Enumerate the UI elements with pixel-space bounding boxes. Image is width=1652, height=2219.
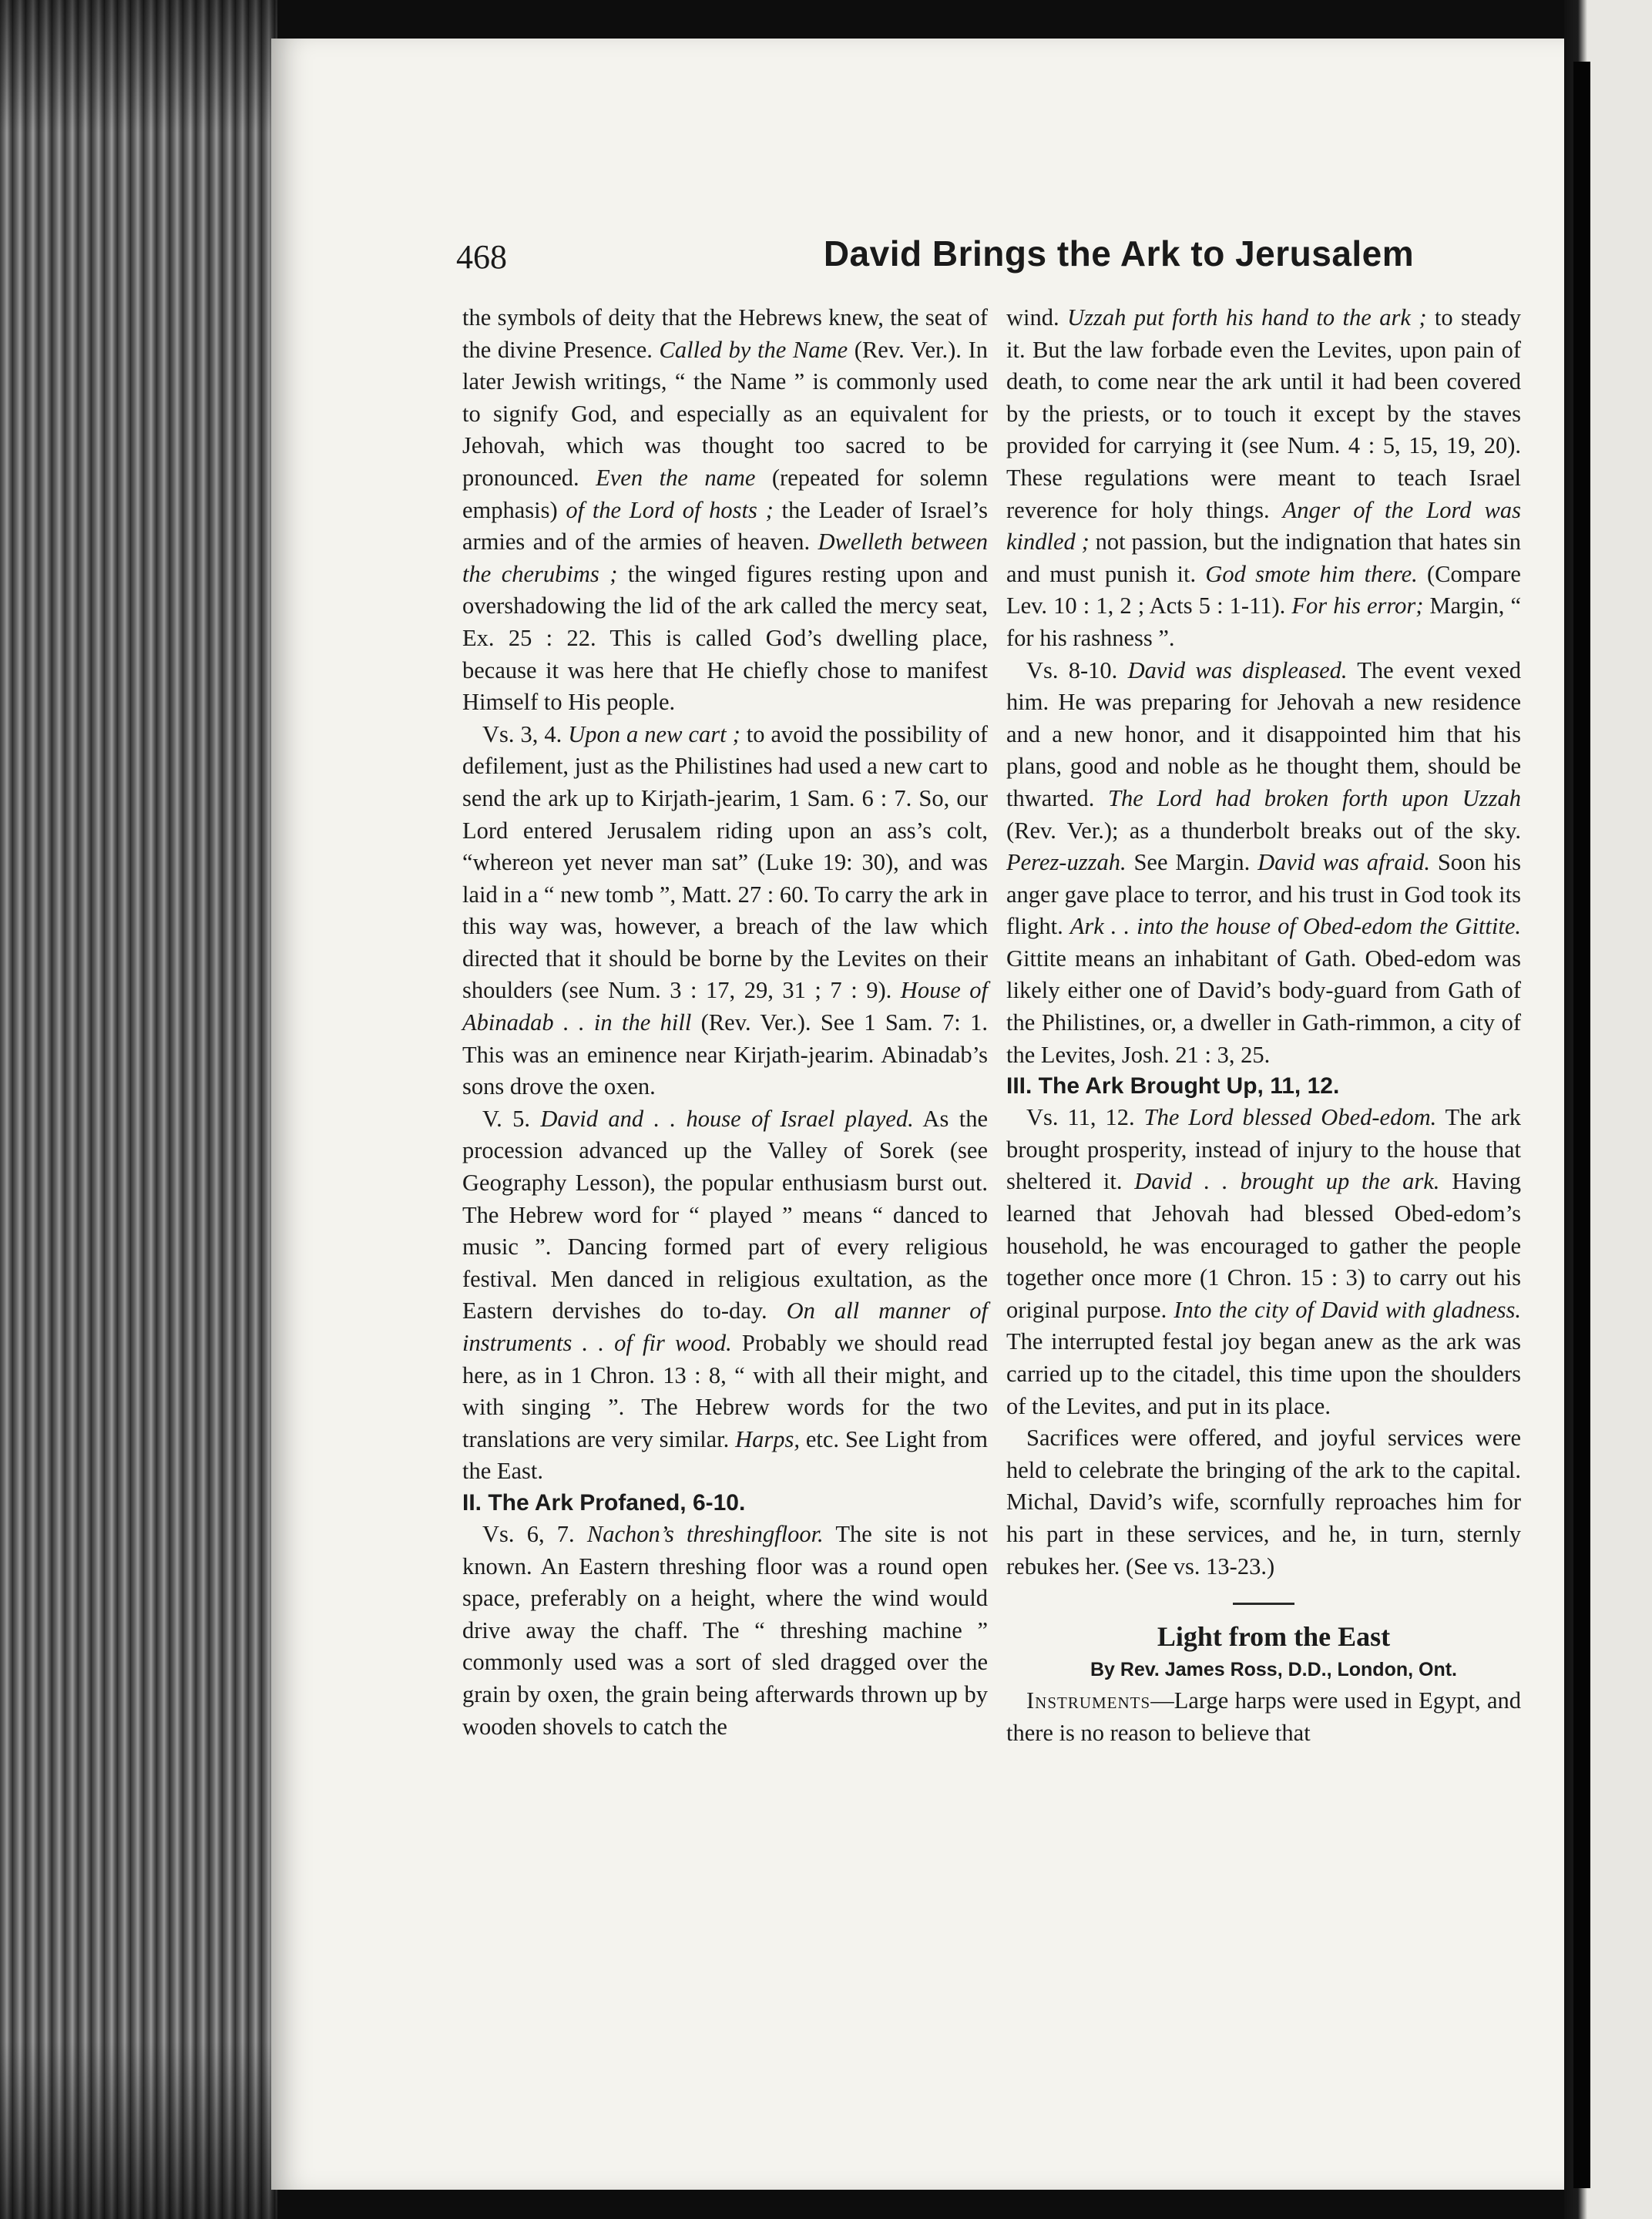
paragraph bbox=[462, 302, 988, 719]
text-run: the Leader of Israel’s armies and of the armies of heaven. bbox=[462, 496, 988, 556]
running-title: David Brings the Ark to Jerusalem bbox=[823, 233, 1415, 274]
italic-phrase: Ark . . into the house of Obed-edom the Gittite. bbox=[1069, 913, 1521, 940]
verse-ref: Vs. 3, 4. bbox=[482, 720, 569, 747]
italic-phrase: Nachon’s threshingfloor. bbox=[586, 1520, 824, 1547]
italic-phrase: David was afraid. bbox=[1257, 849, 1430, 876]
paragraph bbox=[1006, 1685, 1521, 1749]
section-heading: II. The Ark Profaned, 6-10. bbox=[462, 1489, 746, 1516]
italic-phrase: David was displeased. bbox=[1127, 656, 1348, 683]
paragraph bbox=[462, 719, 988, 1103]
section-heading: III. The Ark Brought Up, 11, 12. bbox=[1006, 1073, 1340, 1099]
text-run: (Rev. Ver.); as a thunderbolt breaks out of the sky. bbox=[1006, 817, 1521, 844]
italic-phrase: of the Lord of hosts ; bbox=[566, 496, 774, 523]
italic-phrase: Into the city of David with gladness. bbox=[1174, 1296, 1521, 1323]
text-run: wind. bbox=[1006, 304, 1068, 331]
text-run: As the procession advanced up the Valley of Sorek (see Geography Lesson), the popular enthusiasm burst out. The Hebrew word for “ played ” means “ danced to music ”. Dancing formed part of every religious festival. Men danced in religious exultation, as the Eastern dervishes do to-day. bbox=[462, 1105, 988, 1324]
text-run: —Large harps were used in Egypt, and there is no reason to believe that bbox=[1006, 1687, 1521, 1746]
italic-phrase: On all manner of instruments . . of fir wood. bbox=[462, 1297, 988, 1356]
verse-ref: Vs. 6, 7. bbox=[482, 1520, 587, 1547]
italic-phrase: Dwelleth between the cherubims ; bbox=[462, 529, 988, 587]
paragraph bbox=[462, 1103, 988, 1488]
italic-phrase: David and . . house of Israel played. bbox=[540, 1105, 914, 1132]
right-column bbox=[1006, 302, 1521, 1749]
italic-phrase: God smote him there. bbox=[1205, 560, 1418, 587]
text-run: Probably we should read here, as in 1 Chron. 13 : 8, “ with all their might, and with singing ”. The Hebrew words for the two translations are very similar. bbox=[462, 1330, 988, 1452]
italic-phrase: The Lord blessed Obed-edom. bbox=[1143, 1104, 1437, 1131]
section-divider bbox=[1233, 1603, 1294, 1605]
text-run: etc. See Light from the East. bbox=[462, 1425, 988, 1485]
left-column bbox=[462, 302, 988, 1743]
book-page-edges bbox=[0, 0, 277, 2219]
section-title: Light from the East bbox=[1157, 1621, 1391, 1653]
text-run: The event vexed him. He was preparing for Jehovah a new residence and a new honor, and it disappointed him that his plans, good and noble as he thought them, should be thwarted. bbox=[1006, 656, 1521, 811]
italic-phrase: Upon a new cart ; bbox=[568, 720, 740, 747]
verse-ref: Vs. 8-10. bbox=[1026, 656, 1128, 683]
italic-phrase: David . . brought up the ark. bbox=[1134, 1168, 1440, 1195]
text-run: the winged figures resting upon and overshadowing the lid of the ark called the mercy seat, Ex. 25 : 22. This is called God’s dwelling place, because it was here that He chiefly chose to manifest Himself to His people. bbox=[462, 560, 989, 716]
small-caps-lead: Instruments bbox=[1026, 1687, 1151, 1714]
text-run: (Compare Lev. 10 : 1, 2 ; Acts 5 : 1-11). bbox=[1006, 560, 1521, 619]
text-run: (Rev. Ver.). In later Jewish writings, “ the Name ” is commonly used to signify God, and especially as an equivalent for Jehovah, which was thought too sacred to be pronounced. bbox=[462, 336, 988, 491]
italic-phrase: Even the name bbox=[596, 464, 756, 491]
paragraph: Sacrifices were offered, and joyful services were held to celebrate the bringing of the ark to the capital. Michal, David’s wife, scornfully reproaches him for his part in these services, and he, in turn, sternly rebukes her. (See vs. 13-23.) bbox=[1006, 1425, 1521, 1579]
paragraph bbox=[1006, 302, 1521, 655]
text-run: not passion, but the indignation that hates sin and must punish it. bbox=[1006, 529, 1521, 587]
verse-ref: V. 5. bbox=[482, 1105, 541, 1132]
text-run: to steady it. But the law forbade even the Levites, upon pain of death, to come near the ark until it had been covered by the priests, or to touch it except by the staves provided for carrying it (see Num. 4 : 5, 15, 19, 20). These regulations were meant to teach Israel reverence for holy things. bbox=[1006, 304, 1521, 523]
italic-phrase: Uzzah put forth his hand to the ark ; bbox=[1067, 304, 1427, 331]
text-run: to avoid the possibility of defilement, just as the Philistines had used a new cart to send the ark up to Kirjath-jearim, 1 Sam. 6 : 7. So, our Lord entered Jerusalem riding upon an ass’s colt, “whereon yet never man sat” (Luke 19: 30), and was laid in a “ new tomb ”, Matt. 27 : 60. To carry the ark in this way was, however, a breach of the law which directed that it should be borne by the Levites on their shoulders (see Num. 3 : 17, 29, 31 ; 7 : 9). bbox=[462, 720, 988, 1004]
text-run: Margin, “ for his rashness ”. bbox=[1006, 593, 1522, 651]
author-byline: By Rev. James Ross, D.D., London, Ont. bbox=[1090, 1659, 1457, 1681]
text-run: Soon his anger gave place to terror, and his trust in God took its flight. bbox=[1006, 849, 1521, 940]
page-header bbox=[456, 231, 1519, 293]
italic-phrase: Called by the Name bbox=[659, 336, 848, 363]
paragraph bbox=[1006, 655, 1521, 1072]
text-run: The ark brought prosperity, instead of injury to the house that sheltered it. bbox=[1006, 1104, 1522, 1195]
text-run: (repeated for solemn emphasis) bbox=[462, 464, 988, 523]
text-run: The site is not known. An Eastern threshing floor was a round open space, preferably on a height, where the wind would drive away the chaff. The “ threshing machine ” commonly used was a sort of sled dragged over the grain by oxen, the grain being afterwards thrown up by wooden shovels to catch the bbox=[462, 1520, 988, 1740]
text-run: Having learned that Jehovah had blessed Obed-edom’s household, he was encouraged to gather the people together once more (1 Chron. 15 : 3) to carry out his original purpose. bbox=[1006, 1168, 1521, 1323]
facing-page-edge bbox=[1564, 0, 1652, 2219]
italic-phrase: The Lord had broken forth upon Uzzah bbox=[1108, 784, 1521, 811]
text-run: The interrupted festal joy began anew as the ark was carried up to the citadel, this time upon the shoulders of the Levites, and put in its place. bbox=[1006, 1328, 1521, 1419]
italic-phrase: House of Abinadab . . in the hill bbox=[462, 977, 988, 1036]
paragraph bbox=[1006, 1102, 1521, 1422]
italic-phrase: For his error; bbox=[1291, 593, 1424, 619]
text-run: the symbols of deity that the Hebrews knew, the seat of the divine Presence. bbox=[462, 304, 988, 363]
italic-phrase: Anger of the Lord was kindled ; bbox=[1006, 496, 1522, 556]
text-run: Gittite means an inhabitant of Gath. Obed-edom was likely either one of David’s body-guard from Gath of the Philistines, or, a dweller in Gath-rimmon, a city of the Levites, Josh. 21 : 3, 25. bbox=[1006, 945, 1521, 1068]
text-run: (Rev. Ver.). See 1 Sam. 7: 1. This was an eminence near Kirjath-jearim. Abinadab’s sons drove the oxen. bbox=[462, 1009, 988, 1100]
paragraph bbox=[462, 1519, 988, 1743]
italic-phrase: Harps, bbox=[735, 1425, 800, 1452]
verse-ref: Vs. 11, 12. bbox=[1026, 1104, 1144, 1131]
page-number: 468 bbox=[456, 238, 507, 276]
italic-phrase: Perez-uzzah. bbox=[1006, 849, 1127, 876]
text-run: See Margin. bbox=[1126, 849, 1258, 876]
